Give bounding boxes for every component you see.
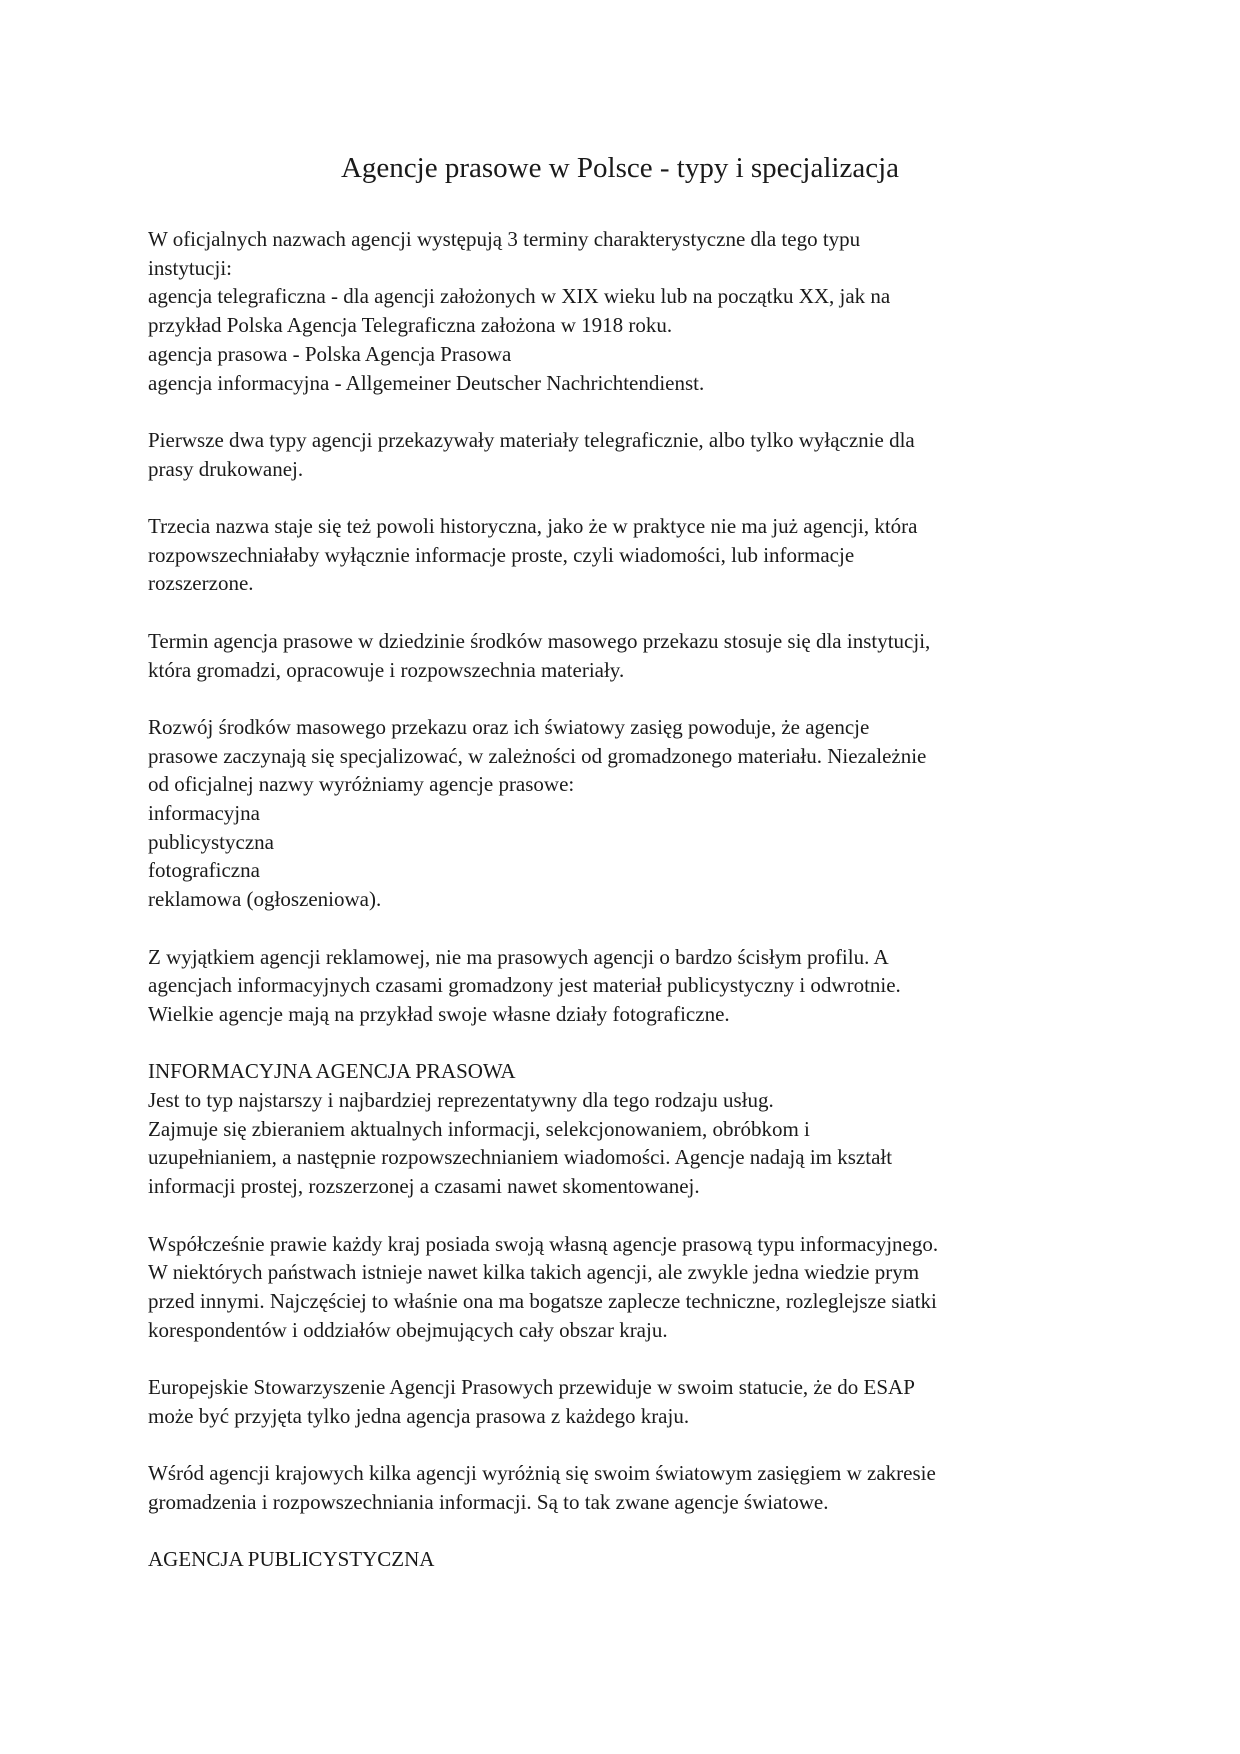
paragraph — [148, 943, 1098, 1029]
text-line: AGENCJA PUBLICYSTYCZNA — [148, 1547, 435, 1572]
text-line: agencja prasowa - Polska Agencja Prasowa — [148, 341, 512, 366]
document-title: Agencje prasowe w Polsce - typy i specjalizacja — [340, 152, 900, 184]
paragraph — [148, 512, 1098, 598]
text-line: rozszerzone. — [148, 571, 254, 596]
text-line: instytucji: — [148, 255, 232, 280]
paragraph — [148, 1373, 1098, 1430]
text-line: Trzecia nazwa staje się też powoli historyczna, jako że w praktyce nie ma już agencji, która — [148, 514, 918, 538]
text-line: Rozwój środków masowego przekazu oraz ich światowy zasięg powoduje, że agencje — [148, 714, 870, 739]
text-line: która gromadzi, opracowuje i rozpowszechnia materiały. — [148, 657, 625, 682]
text-line: reklamowa (ogłoszeniowa). — [148, 887, 382, 912]
paragraph — [148, 627, 1098, 684]
text-line: publicystyczna — [148, 829, 274, 854]
text-line: przykład Polska Agencja Telegraficzna założona w 1918 roku. — [148, 313, 673, 338]
text-line: uzupełnianiem, a następnie rozpowszechnianiem wiadomości. Agencje nadają im kształt — [148, 1145, 893, 1170]
text-line: gromadzenia i rozpowszechniania informacji. Są to tak zwane agencje światowe. — [148, 1489, 829, 1514]
text-line: Jest to typ najstarszy i najbardziej reprezentatywny dla tego rodzaju usług. — [148, 1088, 774, 1112]
text-line: agencja informacyjna - Allgemeiner Deutscher Nachrichtendienst. — [148, 370, 705, 395]
paragraph — [148, 1057, 1098, 1201]
text-line: W oficjalnych nazwach agencji występują 3 terminy charakterystyczne dla tego typu — [148, 227, 861, 251]
text-line: agencjach informacyjnych czasami gromadzony jest materiał publicystyczny i odwrotnie. — [148, 973, 901, 998]
text-line: W niektórych państwach istnieje nawet kilka takich agencji, ale zwykle jedna wiedzie prym — [148, 1260, 920, 1285]
text-line: rozpowszechniałaby wyłącznie informacje proste, czyli wiadomości, lub informacje — [148, 542, 855, 567]
text-line: prasy drukowanej. — [148, 456, 304, 481]
text-line: Zajmuje się zbieraniem aktualnych informacji, selekcjonowaniem, obróbkom i — [148, 1116, 810, 1141]
paragraph — [148, 1545, 1098, 1574]
text-line: agencja telegraficzna - dla agencji założonych w XIX wieku lub na początku XX, jak na — [148, 284, 891, 309]
paragraph — [148, 713, 1098, 914]
text-line: Pierwsze dwa typy agencji przekazywały materiały telegraficznie, albo tylko wyłącznie dla — [148, 427, 915, 452]
text-line: przed innymi. Najczęściej to właśnie ona ma bogatsze zaplecze techniczne, rozleglejsze siatki — [148, 1288, 937, 1313]
text-line: Z wyjątkiem agencji reklamowej, nie ma prasowych agencji o bardzo ścisłym profilu. A — [148, 944, 889, 969]
document-body — [148, 225, 1098, 1574]
text-line: Wielkie agencje mają na przykład swoje własne działy fotograficzne. — [148, 1001, 730, 1026]
text-line: Współcześnie prawie każdy kraj posiada swoją własną agencje prasową typu informacyjnego. — [148, 1231, 939, 1256]
paragraph — [148, 426, 1098, 483]
paragraph — [148, 225, 1098, 397]
text-line: korespondentów i oddziałów obejmujących cały obszar kraju. — [148, 1317, 668, 1342]
text-line: informacji prostej, rozszerzonej a czasami nawet skomentowanej. — [148, 1174, 700, 1199]
text-line: INFORMACYJNA AGENCJA PRASOWA — [148, 1059, 516, 1084]
text-line: prasowe zaczynają się specjalizować, w zależności od gromadzonego materiału. Niezależnie — [148, 743, 927, 768]
text-line: od oficjalnej nazwy wyróżniamy agencje prasowe: — [148, 772, 575, 797]
paragraph — [148, 1459, 1098, 1516]
paragraph — [148, 1230, 1098, 1345]
text-line: Wśród agencji krajowych kilka agencji wyróżnią się swoim światowym zasięgiem w zakresie — [148, 1461, 936, 1486]
text-line: Europejskie Stowarzyszenie Agencji Prasowych przewiduje w swoim statucie, że do ESAP — [148, 1375, 915, 1399]
text-line: fotograficzna — [148, 858, 260, 883]
text-line: Termin agencja prasowe w dziedzinie środków masowego przekazu stosuje się dla instytucji, — [148, 628, 931, 653]
text-line: informacyjna — [148, 801, 260, 825]
text-line: może być przyjęta tylko jedna agencja prasowa z każdego kraju. — [148, 1403, 690, 1428]
